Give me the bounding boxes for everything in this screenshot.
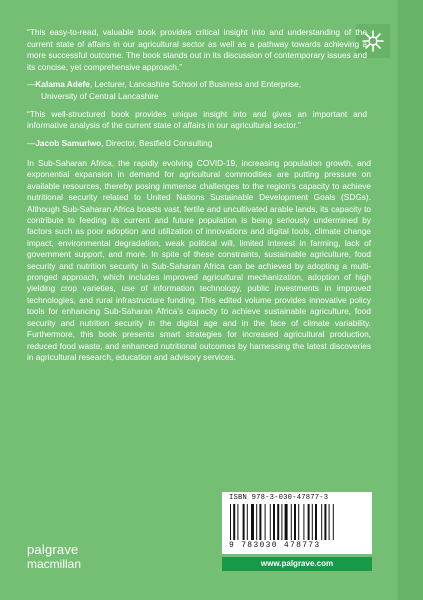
endorser-affiliation: University of Central Lancashire	[41, 90, 159, 101]
book-description: In Sub-Saharan Africa, the rapidly evolving COVID-19, increasing population growth, and exponential expansion in demand for agricultural commodities are putting pressure on available resources, thereby posing immense challenges to the region’s capacity to achieve nutritional security related to United Nations Sustainable Development Goals (SDGs). Although Sub-Saharan Africa boasts vast, fertile and uncultivated arable lands, its capacity to contribute to feeding its current and future population is being seriously undermined by factors such as poor adoption and utilization of innovations and digital tools, climate change impact, environmental degradation, weak political will, limited interest in farming, lack of government support, and more. In spite of these constraints, sustainable agriculture, food security and nutrition security in Sub-Saharan Africa can be achieved by adopting a multi-pronged approach, which includes improved agricultural mechanization, adoption of high yielding crop varieties, use of information technology, public investments in improved technologies, and rural infrastructure funding. This edited volume provides innovative policy tools for enhancing Sub-Saharan Africa’s capacity to achieve sustainable agriculture, food security and nutrition security in the digital age and in the face of climate variability. Furthermore, this book presents smart strategies for increased agricultural production, reduced food waste, and enhanced nutritional outcomes by harnessing the latest discoveries in agricultural research, education and advisory services.	[27, 158, 371, 362]
endorser-role: , Lecturer, Lancashire School of Business and Enterprise,	[89, 79, 302, 90]
publisher-logo-macmillan: macmillan	[27, 557, 82, 571]
barcode-digits: 9 783030 478773	[229, 541, 321, 550]
endorser-role: , Director, Bestfield Consulting	[101, 137, 213, 148]
isbn-barcode-box	[222, 492, 372, 554]
endorsement-attribution-1: —Kalama Adefe, Lecturer, Lancashire School of Business and Enterprise,	[27, 79, 302, 90]
endorsements	[27, 27, 367, 149]
spine-edge	[398, 0, 423, 600]
publisher-logo	[27, 543, 81, 571]
endorser-name: Kalama Adefe	[35, 79, 90, 90]
publisher-logo-palgrave: palgrave	[27, 542, 79, 557]
barcode	[230, 504, 364, 540]
isbn-label: ISBN 978-3-030-47877-3	[229, 494, 329, 502]
endorsement-attribution-2: —Jacob Samuriwo, Director, Bestfield Consulting	[27, 137, 213, 148]
publisher-url: www.palgrave.com	[222, 557, 372, 571]
endorsement-quote-1: “This easy-to-read, valuable book provides critical insight into and understanding of the current state of affairs in our agricultural sector as well as a pathway towards achieving a more successful outcome. The book stands out in its discussion of contemporary issues and its concise, yet comprehensive approach.”	[27, 27, 367, 72]
endorser-name: Jacob Samuriwo	[35, 137, 102, 148]
endorsement-quote-2: “This well-structured book provides unique insight into and gives an important and informative analysis of the current state of affairs in our agricultural sector.”	[27, 108, 367, 131]
